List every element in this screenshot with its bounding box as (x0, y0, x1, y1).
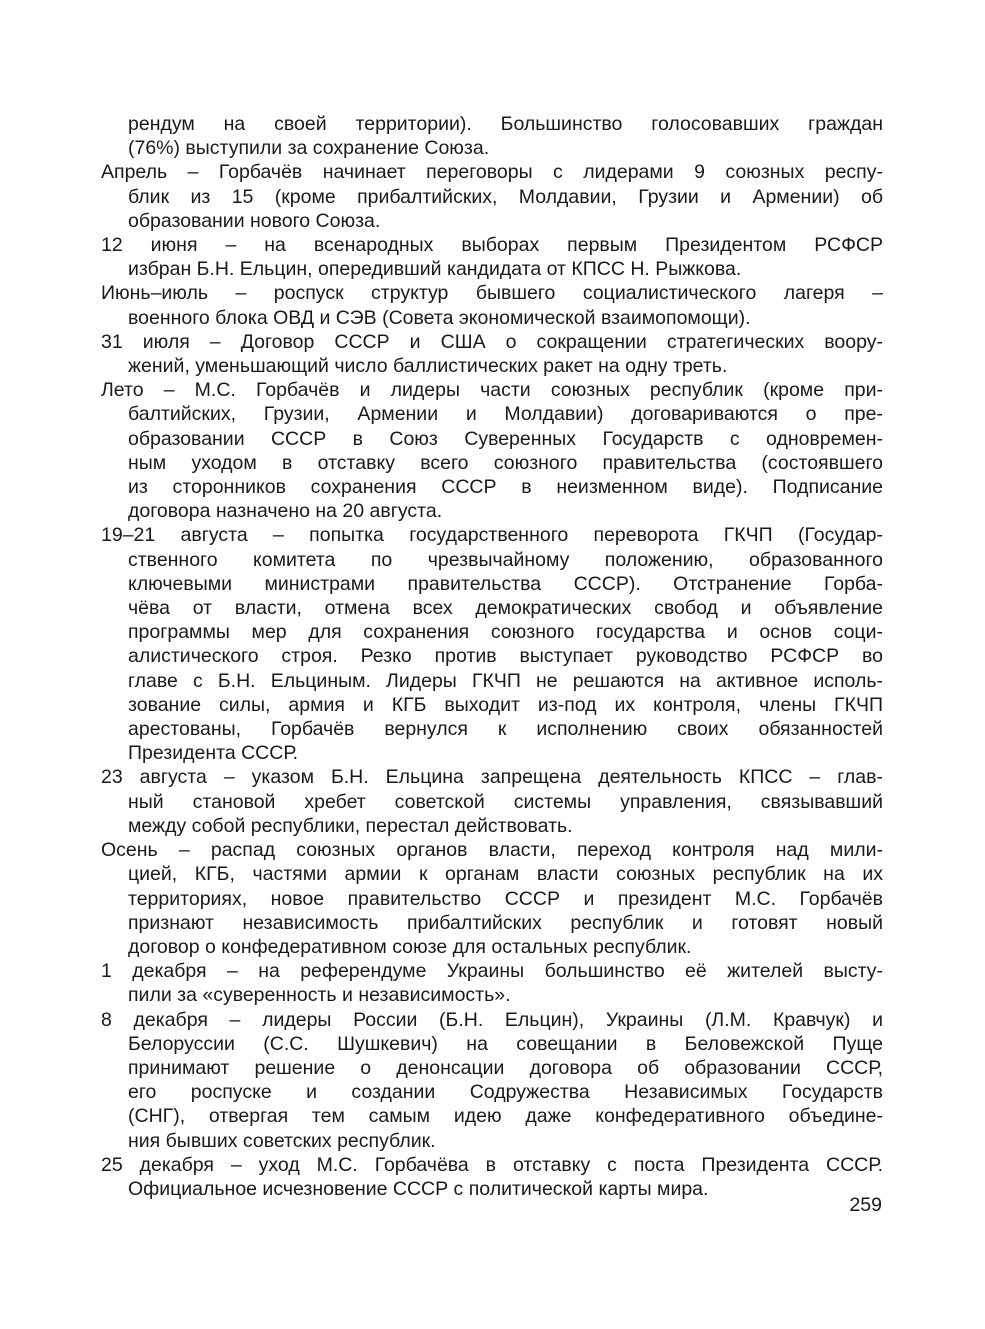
text-line: Официальное исчезновение СССР с политической карты мира. (128, 1177, 709, 1200)
chronology-entry (101, 959, 883, 1007)
text-line: пили за «суверенность и независимость». (128, 984, 511, 1007)
chronology-entry (101, 523, 883, 765)
text-line: арестованы, Горбачёв вернулся к исполнению своих обязанностей (128, 718, 883, 741)
text-line: 1 декабря – на референдуме Украины большинство её жителей высту- (101, 960, 883, 983)
text-line: между собой республики, перестал действовать. (128, 814, 573, 837)
text-line: из сторонников сохранения СССР в неизменном виде). Подписание (128, 476, 883, 499)
text-line: образовании СССР в Союз Суверенных Государств с одновремен- (128, 427, 883, 450)
chronology-entry (101, 1153, 883, 1201)
chronology-entry (101, 330, 883, 378)
text-line: алистического строя. Резко против выступает руководство РСФСР во (128, 645, 883, 668)
text-line: главе с Б.Н. Ельциным. Лидеры ГКЧП не решаются на активное исполь- (128, 669, 883, 692)
text-line: договора назначено на 20 августа. (128, 500, 443, 523)
text-line: 25 декабря – уход М.С. Горбачёва в отставку с поста Президента СССР. (101, 1153, 883, 1176)
text-line: Июнь–июль – роспуск структур бывшего социалистического лагеря – (101, 282, 883, 305)
text-line: Президента СССР. (128, 742, 299, 765)
page-number: 259 (849, 1194, 882, 1216)
text-line: зование силы, армия и КГБ выходит из-под их контроля, члены ГКЧП (128, 693, 883, 716)
text-line: избран Б.Н. Ельцин, опередивший кандидата от КПСС Н. Рыжкова. (128, 258, 742, 281)
text-line: чёва от власти, отмена всех демократических свобод и объявление (128, 597, 883, 620)
text-line: ный становой хребет советской системы управления, связывавший (128, 790, 883, 813)
text-line: принимают решение о денонсации договора об образовании СССР, (128, 1056, 883, 1079)
chronology-entry (101, 838, 883, 959)
chronology-entry (101, 160, 883, 233)
chronology-entry (101, 1008, 883, 1153)
text-line: блик из 15 (кроме прибалтийских, Молдавии, Грузии и Армении) об (128, 185, 883, 208)
text-line: цией, КГБ, частями армии к органам власти союзных республик на их (128, 863, 883, 886)
text-line: (СНГ), отвергая тем самым идею даже конфедеративного объедине- (128, 1105, 883, 1128)
text-line: 23 августа – указом Б.Н. Ельцина запрещена деятельность КПСС – глав- (101, 766, 883, 789)
text-line: рендум на своей территории). Большинство голосовавших граждан (128, 113, 883, 135)
text-line: 19–21 августа – попытка государственного переворота ГКЧП (Государ- (101, 524, 883, 547)
text-line: образовании нового Союза. (128, 209, 381, 232)
text-line: его роспуске и создании Содружества Независимых Государств (128, 1081, 883, 1104)
chronology-entry (101, 281, 883, 329)
text-line: ключевыми министрами правительства СССР). Отстранение Горба- (128, 572, 883, 595)
text-line: признают независимость прибалтийских республик и готовят новый (128, 911, 883, 934)
text-line: 31 июля – Договор СССР и США о сокращении стратегических воору- (101, 330, 883, 353)
chronology-entry (101, 765, 883, 838)
text-line: Апрель – Горбачёв начинает переговоры с лидерами 9 союзных респу- (101, 161, 883, 184)
text-line: 12 июня – на всенародных выборах первым Президентом РСФСР (101, 234, 883, 257)
text-line: ным уходом в отставку всего союзного правительства (состоявшего (128, 451, 883, 474)
text-line: ния бывших советских республик. (128, 1129, 436, 1152)
text-line: программы мер для сохранения союзного государства и основ соци- (128, 621, 883, 644)
text-line: жений, уменьшающий число баллистических ракет на одну треть. (128, 355, 728, 378)
text-line: Осень – распад союзных органов власти, переход контроля над мили- (101, 839, 883, 862)
text-line: ственного комитета по чрезвычайному положению, образованного (128, 548, 883, 571)
text-line: (76%) выступили за сохранение Союза. (128, 137, 490, 160)
chronology (101, 112, 883, 1201)
chronology-entry (101, 233, 883, 281)
text-line: военного блока ОВД и СЭВ (Совета экономической взаимопомощи). (128, 306, 751, 329)
text-line: Белоруссии (С.С. Шушкевич) на совещании в Беловежской Пуще (128, 1032, 883, 1055)
text-line: Лето – М.С. Горбачёв и лидеры части союзных республик (кроме при- (101, 379, 883, 402)
text-line: балтийских, Грузии, Армении и Молдавии) договариваются о пре- (128, 403, 883, 426)
text-line: 8 декабря – лидеры России (Б.Н. Ельцин), Украины (Л.М. Кравчук) и (101, 1008, 883, 1031)
chronology-entry (101, 378, 883, 523)
text-line: договор о конфедеративном союзе для остальных республик. (128, 935, 692, 958)
chronology-entry (101, 112, 883, 160)
text-line: территориях, новое правительство СССР и президент М.С. Горбачёв (128, 887, 883, 910)
